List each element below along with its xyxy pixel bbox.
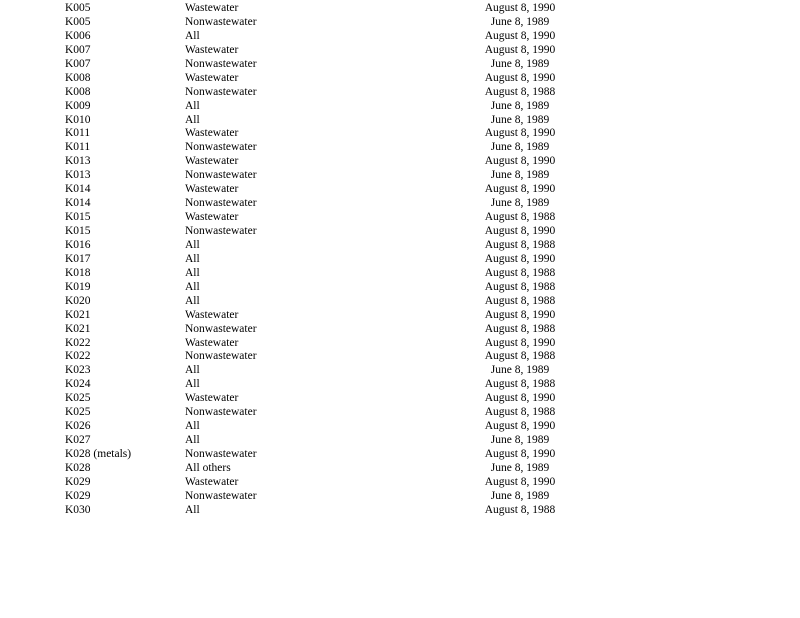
effective-date-cell: August 8, 1990 [484, 308, 556, 321]
effective-date-cell: June 8, 1989 [490, 489, 550, 502]
table-row [0, 155, 800, 169]
table-row [0, 30, 800, 44]
waste-code-cell: K005 [65, 2, 91, 14]
effective-date-cell: August 8, 1988 [484, 406, 556, 419]
waste-code-cell: K007 [65, 57, 91, 70]
table-row [0, 267, 800, 281]
waste-code-cell: K023 [65, 364, 91, 377]
waste-code-cell: K024 [65, 378, 91, 391]
table-row [0, 350, 800, 364]
table-row [0, 337, 800, 351]
effective-date-cell: August 8, 1988 [484, 238, 556, 251]
waste-category-cell: All [185, 280, 200, 293]
waste-code-cell: K016 [65, 238, 91, 251]
table-row [0, 448, 800, 462]
effective-date-cell: August 8, 1988 [484, 294, 556, 307]
waste-category-cell: Nonwastewater [185, 85, 257, 98]
effective-date-cell: August 8, 1990 [484, 43, 556, 56]
waste-code-cell: K022 [65, 350, 91, 363]
waste-category-cell: All [185, 378, 200, 391]
table-row [0, 58, 800, 72]
waste-code-cell: K021 [65, 322, 91, 335]
waste-category-cell: Nonwastewater [185, 489, 257, 502]
waste-code-cell: K011 [65, 127, 91, 140]
waste-category-cell: All [185, 238, 200, 251]
table-row [0, 462, 800, 476]
effective-date-cell: August 8, 1988 [484, 503, 556, 516]
waste-code-cell: K013 [65, 169, 91, 182]
waste-category-cell: All [185, 266, 200, 279]
waste-category-cell: Wastewater [185, 475, 239, 488]
effective-date-cell: August 8, 1990 [484, 183, 556, 196]
waste-code-cell: K008 [65, 71, 91, 84]
waste-category-cell: Wastewater [185, 71, 239, 84]
effective-date-cell: August 8, 1988 [484, 266, 556, 279]
effective-date-cell: August 8, 1990 [484, 420, 556, 433]
table-row [0, 100, 800, 114]
effective-date-cell: June 8, 1989 [490, 15, 550, 28]
waste-code-cell: K026 [65, 420, 91, 433]
waste-category-cell: All [185, 434, 200, 447]
table-row [0, 2, 800, 16]
waste-code-cell: K028 (metals) [65, 448, 132, 460]
waste-category-cell: Wastewater [185, 308, 239, 321]
table-row [0, 253, 800, 267]
waste-category-cell: Wastewater [185, 155, 239, 168]
table-row [0, 295, 800, 309]
effective-date-cell: August 8, 1988 [484, 350, 556, 363]
table-row [0, 114, 800, 128]
effective-date-cell: June 8, 1989 [490, 99, 550, 112]
table-row [0, 490, 800, 504]
effective-date-cell: August 8, 1990 [484, 29, 556, 42]
effective-date-cell: June 8, 1989 [490, 434, 550, 447]
waste-category-cell: All others [185, 461, 231, 474]
waste-code-cell: K014 [65, 183, 91, 196]
effective-date-cell: June 8, 1989 [490, 113, 550, 126]
effective-date-cell: August 8, 1990 [484, 225, 556, 237]
effective-date-cell: August 8, 1988 [484, 85, 556, 98]
waste-category-cell: All [185, 113, 200, 126]
waste-category-cell: Wastewater [185, 211, 239, 224]
waste-category-cell: Nonwastewater [185, 406, 257, 419]
table-row [0, 44, 800, 58]
waste-category-cell: Nonwastewater [185, 225, 257, 237]
waste-code-cell: K020 [65, 294, 91, 307]
waste-code-cell: K010 [65, 113, 91, 126]
waste-category-cell: Nonwastewater [185, 57, 257, 70]
effective-date-cell: June 8, 1989 [490, 197, 550, 210]
waste-code-cell: K025 [65, 392, 91, 405]
waste-category-cell: Nonwastewater [185, 322, 257, 335]
effective-date-cell: August 8, 1988 [484, 211, 556, 224]
effective-date-cell: August 8, 1990 [484, 336, 556, 349]
effective-date-cell: June 8, 1989 [490, 364, 550, 377]
table-row [0, 239, 800, 253]
table-row [0, 169, 800, 183]
waste-category-cell: Nonwastewater [185, 350, 257, 363]
table-row [0, 504, 800, 518]
waste-code-cell: K021 [65, 308, 91, 321]
waste-code-cell: K028 [65, 461, 91, 474]
table-row [0, 16, 800, 30]
table-row [0, 225, 800, 239]
waste-category-cell: All [185, 99, 200, 112]
waste-category-cell: All [185, 503, 200, 516]
effective-date-cell: August 8, 1990 [484, 71, 556, 84]
table-row [0, 281, 800, 295]
effective-date-cell: August 8, 1990 [484, 448, 556, 460]
waste-category-cell: Nonwastewater [185, 169, 257, 182]
table-row [0, 406, 800, 420]
effective-date-cell: August 8, 1988 [484, 322, 556, 335]
waste-code-cell: K011 [65, 141, 91, 154]
effective-date-cell: August 8, 1990 [484, 252, 556, 265]
waste-category-cell: Nonwastewater [185, 141, 257, 154]
waste-code-cell: K015 [65, 211, 91, 224]
waste-code-cell: K007 [65, 43, 91, 56]
waste-category-cell: Wastewater [185, 127, 239, 140]
table-row [0, 476, 800, 490]
waste-code-cell: K006 [65, 29, 91, 42]
waste-code-cell: K029 [65, 475, 91, 488]
waste-category-cell: Nonwastewater [185, 15, 257, 28]
table-row [0, 127, 800, 141]
effective-date-cell: August 8, 1988 [484, 280, 556, 293]
table-row [0, 309, 800, 323]
waste-code-cell: K030 [65, 503, 91, 516]
table-row [0, 434, 800, 448]
waste-code-cell: K018 [65, 266, 91, 279]
waste-code-cell: K022 [65, 336, 91, 349]
waste-code-cell: K015 [65, 225, 91, 237]
waste-category-cell: Wastewater [185, 2, 239, 14]
waste-category-cell: All [185, 364, 200, 377]
waste-category-cell: All [185, 252, 200, 265]
waste-code-table [0, 2, 800, 518]
effective-date-cell: August 8, 1990 [484, 475, 556, 488]
table-row [0, 420, 800, 434]
table-row [0, 211, 800, 225]
waste-category-cell: Nonwastewater [185, 197, 257, 210]
table-row [0, 364, 800, 378]
waste-category-cell: All [185, 420, 200, 433]
table-row [0, 378, 800, 392]
effective-date-cell: June 8, 1989 [490, 141, 550, 154]
waste-code-cell: K005 [65, 15, 91, 28]
table-row [0, 197, 800, 211]
waste-category-cell: Wastewater [185, 183, 239, 196]
waste-category-cell: All [185, 29, 200, 42]
waste-code-cell: K013 [65, 155, 91, 168]
table-row [0, 72, 800, 86]
effective-date-cell: August 8, 1990 [484, 2, 556, 14]
waste-category-cell: Nonwastewater [185, 448, 257, 460]
waste-category-cell: Wastewater [185, 392, 239, 405]
effective-date-cell: June 8, 1989 [490, 57, 550, 70]
waste-code-cell: K025 [65, 406, 91, 419]
waste-code-cell: K027 [65, 434, 91, 447]
waste-code-cell: K014 [65, 197, 91, 210]
effective-date-cell: June 8, 1989 [490, 461, 550, 474]
waste-category-cell: Wastewater [185, 43, 239, 56]
waste-code-cell: K019 [65, 280, 91, 293]
effective-date-cell: August 8, 1990 [484, 155, 556, 168]
waste-category-cell: All [185, 294, 200, 307]
table-row [0, 183, 800, 197]
effective-date-cell: August 8, 1990 [484, 392, 556, 405]
table-row [0, 141, 800, 155]
waste-code-cell: K009 [65, 99, 91, 112]
waste-code-cell: K008 [65, 85, 91, 98]
table-row [0, 323, 800, 337]
waste-category-cell: Wastewater [185, 336, 239, 349]
waste-code-cell: K017 [65, 252, 91, 265]
effective-date-cell: August 8, 1990 [484, 127, 556, 140]
effective-date-cell: June 8, 1989 [490, 169, 550, 182]
waste-code-cell: K029 [65, 489, 91, 502]
table-row [0, 86, 800, 100]
effective-date-cell: August 8, 1988 [484, 378, 556, 391]
table-row [0, 392, 800, 406]
